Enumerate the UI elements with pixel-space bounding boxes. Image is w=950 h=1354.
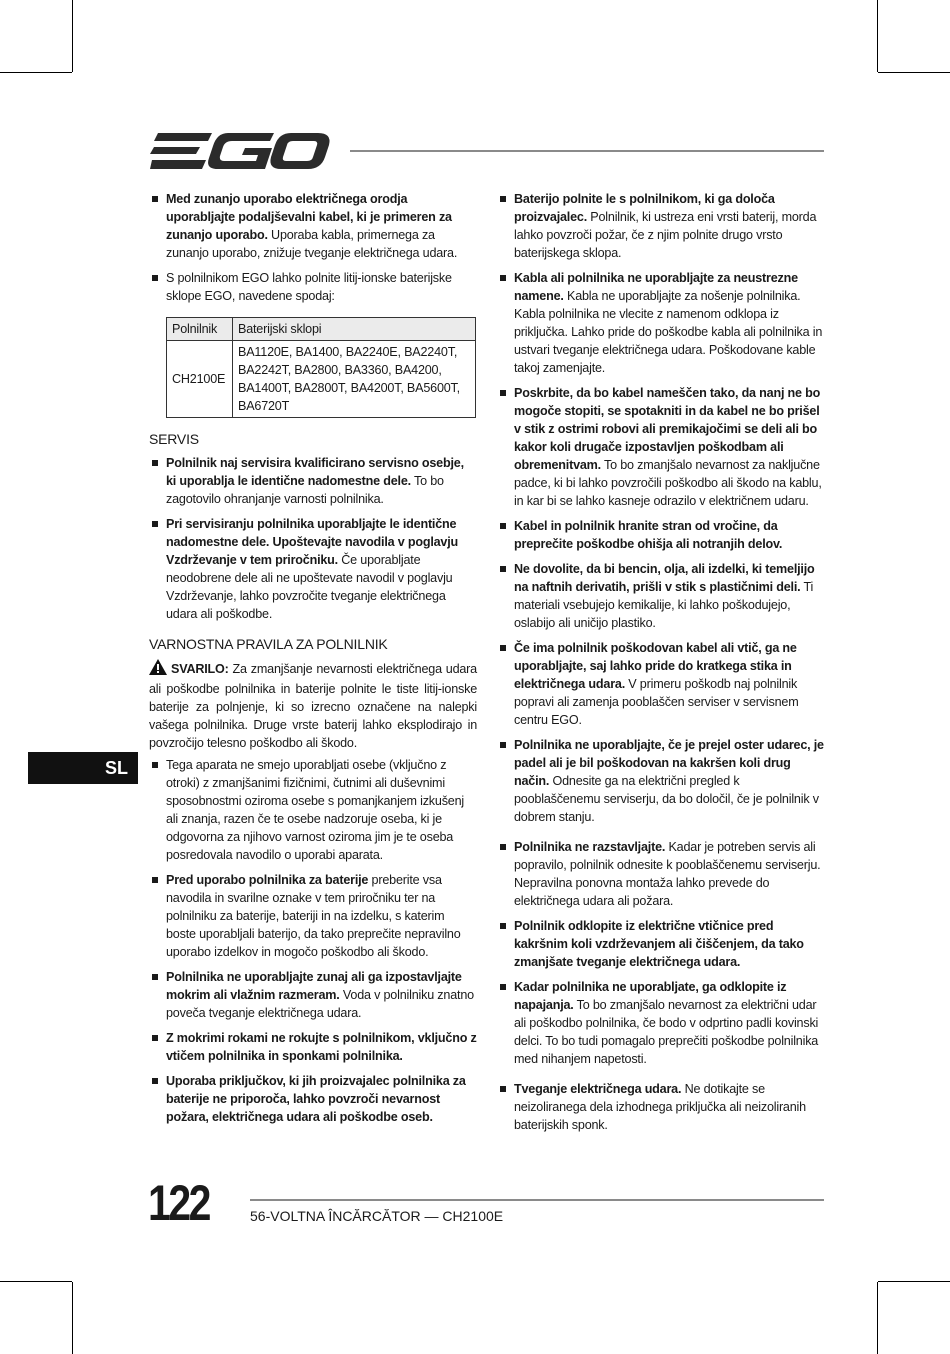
- bullet-square: [152, 460, 158, 466]
- crop-mark: [877, 1282, 878, 1354]
- page-number: 122: [148, 1175, 210, 1231]
- bullet-square: [500, 645, 506, 651]
- crop-mark: [877, 0, 878, 72]
- language-tab: SL: [28, 752, 138, 784]
- list-item: Če ima polnilnik poškodovan kabel ali vtič, ga ne uporabljajte, saj lahko pride do kratkega stika in električnega udara. V primeru poškodb naj polnilnik popravi ali zamenja pooblaščen serviser v servisnem centru EGO.: [497, 639, 825, 729]
- list-item: Kabla ali polnilnika ne uporabljajte za neustrezne namene. Kabla ne uporabljajte za nošenje polnilnika. Kabla polnilnika ne vlecite z namenom odklopa iz priključka. Lahko pride do poškodbe kabla ali polnilnika in ustvari tveganje električnega udara. Poškodovane kable takoj zamenjajte.: [497, 269, 825, 377]
- crop-mark: [72, 1282, 73, 1354]
- list-item: Ne dovolite, da bi bencin, olja, ali izdelki, ki temeljijo na naftnih derivatih, prišli v stik s plastičnimi deli. Ti materiali vsebujejo kemikalije, ki lahko poškodujejo, oslabijo ali uničijo plastiko.: [497, 560, 825, 632]
- table-cell-packs: BA1120E, BA1400, BA2240E, BA2240T, BA2242T, BA2800, BA3360, BA4200, BA1400T, BA2800T, BA4200T, BA5600T, BA6720T: [233, 341, 476, 418]
- bullet-square: [152, 196, 158, 202]
- bullet-square: [152, 877, 158, 883]
- section-heading-rules: VARNOSTNA PRAVILA ZA POLNILNIK: [149, 636, 388, 652]
- bullet-square: [152, 974, 158, 980]
- crop-mark: [878, 1281, 950, 1282]
- footer-title: 56-VOLTNA ÎNCĂRCĂTOR — CH2100E: [250, 1208, 504, 1224]
- bullet-square: [152, 1035, 158, 1041]
- table-header: Polnilnik: [167, 318, 233, 341]
- list-item: Polnilnik odklopite iz električne vtičnice pred kakršnim koli vzdrževanjem ali čiščenjem, da tako zmanjšate tveganje električnega udara.: [497, 917, 825, 971]
- right-column: [497, 190, 825, 1141]
- section-heading-servis: SERVIS: [149, 431, 199, 447]
- bullet-square: [500, 275, 506, 281]
- header-rule: [350, 150, 824, 152]
- list-item: Polnilnika ne uporabljajte, če je prejel oster udarec, je padel ali je bil poškodovan na kakršen koli drug način. Odnesite ga na električni pregled k pooblaščenemu serviserju, da bo določil, če je polnilnik v dobrem stanju.: [497, 736, 825, 826]
- crop-mark: [0, 1281, 72, 1282]
- crop-mark: [878, 72, 950, 73]
- bullet-square: [500, 844, 506, 850]
- list-item: Polnilnika ne uporabljajte zunaj ali ga izpostavljajte mokrim ali vlažnim razmeram. Voda v polnilniku znatno poveča tveganje električnega udara.: [149, 968, 477, 1022]
- list-item: Z mokrimi rokami ne rokujte s polnilnikom, vključno z vtičem polnilnika in sponkami polnilnika.: [149, 1029, 477, 1065]
- bullet-square: [500, 566, 506, 572]
- bullet-square: [500, 390, 506, 396]
- bullet-square: [500, 742, 506, 748]
- compatibility-table: [166, 317, 476, 418]
- warning-triangle-icon: [149, 659, 167, 680]
- table-header: Baterijski sklopi: [233, 318, 476, 341]
- list-item: Polnilnika ne razstavljajte. Kadar je potreben servis ali popravilo, polnilnik odnesite k pooblaščenemu serviserju. Nepravilna ponovna montaža lahko prevede do električnega udara ali požara.: [497, 838, 825, 910]
- bullet-square: [152, 1078, 158, 1084]
- bullet-square: [152, 762, 158, 768]
- table-cell-charger: CH2100E: [167, 341, 233, 418]
- warning-paragraph: SVARILO: Za zmanjšanje nevarnosti električnega udara ali poškodbe polnilnika in baterije polnite le tiste litij-ionske baterije za polnjenje, ki so izrecno označene na nalepki vašega polnilnika. Druge vrste baterij lahko eksplodirajo in povzročijo telesno poškodbo ali škodo.: [149, 659, 477, 752]
- bullet-square: [500, 984, 506, 990]
- list-item: Poskrbite, da bo kabel nameščen tako, da nanj ne bo mogoče stopiti, se spotakniti in da kabel ne bo prišel v stik z ostrimi robovi ali premikajočimi se deli ali bo kakor koli drugače izpostavljen poškodbam ali obremenitvam. To bo zmanjšalo nevarnost za naključne padce, ki bi lahko povzročili poškodbo ali škodo na kablu, in kar bi se lahko kasneje odrazilo v električnem udaru.: [497, 384, 825, 510]
- warning-label: SVARILO:: [171, 662, 229, 676]
- bullet-square: [500, 523, 506, 529]
- crop-mark: [72, 0, 73, 72]
- ego-logo: [150, 130, 332, 172]
- list-item: Kabel in polnilnik hranite stran od vročine, da preprečite poškodbe ohišja ali notranjih delov.: [497, 517, 825, 553]
- bullet-square: [500, 1086, 506, 1092]
- list-item: Polnilnik naj servisira kvalificirano servisno osebje, ki uporablja le identične nadomestne dele. To bo zagotovilo ohranjanje varnosti polnilnika.: [149, 454, 477, 508]
- list-item: Pred uporabo polnilnika za baterije preberite vsa navodila in svarilne oznake v tem priročniku ter na polnilniku za baterije, bateriji in na izdelku, s katerim boste uporabljali baterijo, da tako preprečite nepravilno uporabo izdelkov in mogočo poškodbo ali škodo.: [149, 871, 477, 961]
- list-item: Tega aparata ne smejo uporabljati osebe (vključno z otroki) z zmanjšanimi fizičnimi, čutnimi ali duševnimi sposobnostmi oziroma osebe s pomanjkanjem izkušenj ali znanja, razen če te osebe nadzoruje oseba, ki je odgovorna za njihovo varnost oziroma jim je te oseba posredovala navodilo o uporabi aparata.: [149, 756, 477, 864]
- left-column: [149, 190, 477, 1133]
- list-item: Baterijo polnite le s polnilnikom, ki ga določa proizvajalec. Polnilnik, ki ustreza eni vrsti baterij, morda lahko povzroči požar, če z njim polnite drugo vrsto baterijskega sklopa.: [497, 190, 825, 262]
- list-item: Tveganje električnega udara. Ne dotikajte se neizoliranega dela izhodnega priključka ali neizoliranih baterijskih sponk.: [497, 1080, 825, 1134]
- bullet-square: [500, 196, 506, 202]
- footer-rule: [250, 1199, 824, 1201]
- bullet-square: [152, 275, 158, 281]
- list-item: Kadar polnilnika ne uporabljate, ga odklopite iz napajanja. To bo zmanjšalo nevarnost za električni udar ali poškodbo polnilnika, če bodo v odprtino padli kovinski delci. To bo tudi pomagalo preprečiti poškodbe polnilnika med nihanjem napetosti.: [497, 978, 825, 1068]
- list-item: Uporaba priključkov, ki jih proizvajalec polnilnika za baterije ne priporoča, lahko povzroči nevarnost požara, električnega udara ali poškodbe oseb.: [149, 1072, 477, 1126]
- bullet-square: [500, 923, 506, 929]
- list-item: Pri servisiranju polnilnika uporabljajte le identične nadomestne dele. Upoštevajte navodila v poglavju Vzdrževanje v tem priročniku. Če uporabljate neodobrene dele ali ne upoštevate navodil v poglavju Vzdrževanje, lahko povzročite tveganje električnega udara ali poškodbe.: [149, 515, 477, 623]
- bullet-square: [152, 521, 158, 527]
- crop-mark: [0, 72, 72, 73]
- list-item: S polnilnikom EGO lahko polnite litij-ionske baterijske sklope EGO, navedene spodaj:: [149, 269, 477, 305]
- list-item: Med zunanjo uporabo električnega orodja uporabljajte podaljševalni kabel, ki je primeren za zunanjo uporabo. Uporaba kabla, primernega za zunanjo uporabo, znižuje tveganje električnega udara.: [149, 190, 477, 262]
